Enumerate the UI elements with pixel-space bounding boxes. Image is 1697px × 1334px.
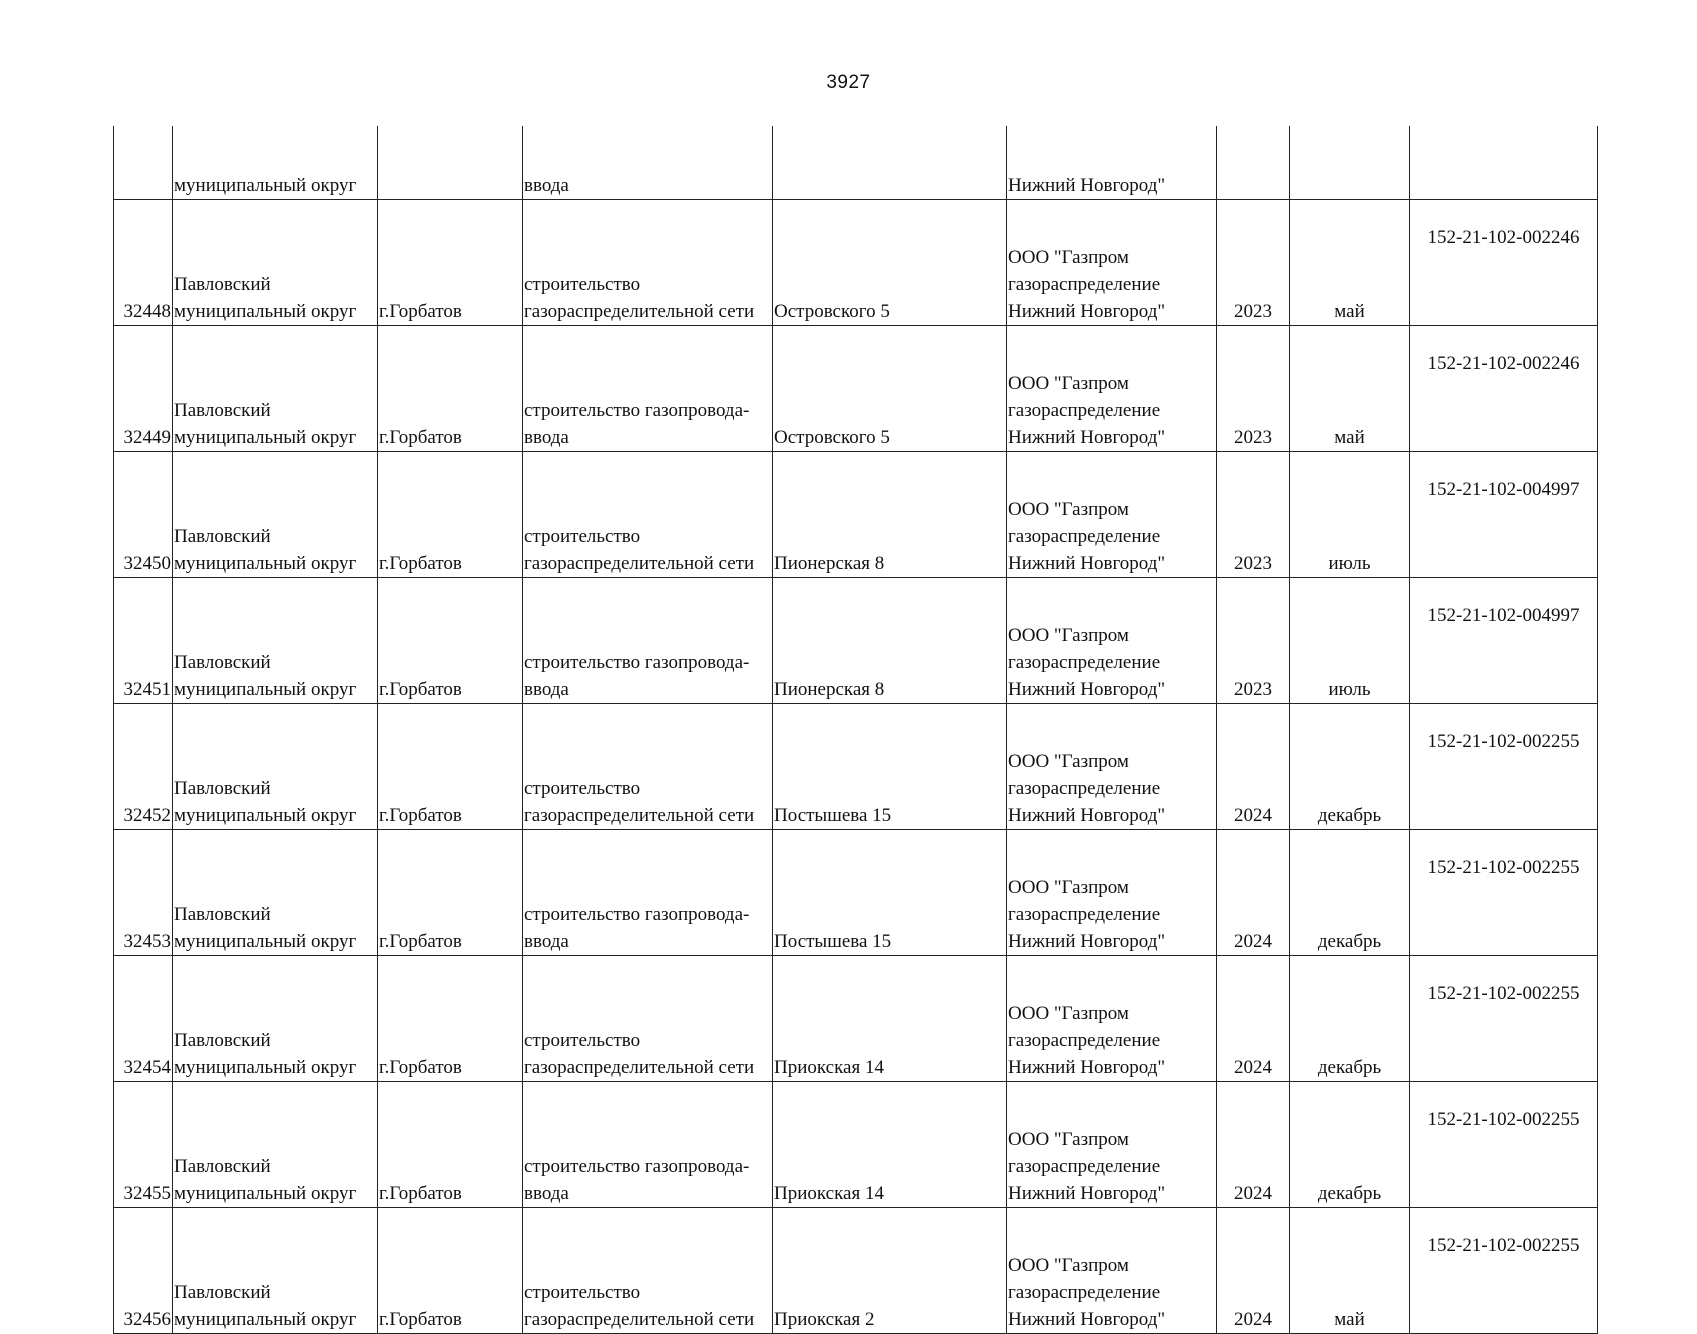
district-cell: [173, 830, 378, 956]
work-type-cell-line: газораспределительной сети: [524, 553, 755, 574]
operator-cell-line: газораспределение: [1008, 778, 1161, 799]
district-cell-line: Павловский: [174, 526, 271, 547]
district-cell-line: муниципальный округ: [174, 1309, 357, 1330]
work-type-cell: [523, 1082, 773, 1208]
address-cell: [773, 578, 1007, 704]
district-cell-line: Павловский: [174, 904, 271, 925]
work-type-cell-line: ввода: [524, 175, 569, 196]
month-cell-text: май: [1334, 427, 1365, 448]
object-code-cell-text: 152-21-102-002255: [1427, 731, 1580, 752]
operator-cell-line: ООО "Газпром: [1008, 877, 1129, 898]
operator-cell-line: Нижний Новгород": [1008, 1183, 1166, 1204]
month-cell: [1290, 126, 1410, 200]
object-code-cell-text: 152-21-102-002255: [1427, 857, 1580, 878]
month-cell: [1290, 830, 1410, 956]
year-cell-text: 2024: [1234, 1057, 1272, 1078]
district-cell-line: муниципальный округ: [174, 805, 357, 826]
operator-cell: [1007, 1082, 1217, 1208]
district-cell: [173, 200, 378, 326]
locality-cell-text: г.Горбатов: [379, 805, 462, 826]
row-number: [114, 200, 173, 326]
address-cell: [773, 1208, 1007, 1334]
address-cell: [773, 956, 1007, 1082]
district-cell-line: муниципальный округ: [174, 427, 357, 448]
operator-cell-line: ООО "Газпром: [1008, 751, 1129, 772]
table-row: [114, 956, 1598, 1082]
row-number: [114, 704, 173, 830]
row-number-text: 32454: [123, 1057, 171, 1078]
object-code-cell: [1410, 956, 1598, 1082]
object-code-cell: [1410, 326, 1598, 452]
operator-cell-line: Нижний Новгород": [1008, 301, 1166, 322]
operator-cell-line: газораспределение: [1008, 526, 1161, 547]
district-cell-line: Павловский: [174, 400, 271, 421]
district-cell-line: муниципальный округ: [174, 553, 357, 574]
year-cell-text: 2024: [1234, 1309, 1272, 1330]
locality-cell: [378, 1082, 523, 1208]
row-number-text: 32449: [123, 427, 171, 448]
row-number-text: 32455: [123, 1183, 171, 1204]
work-type-cell: [523, 704, 773, 830]
object-code-cell-text: 152-21-102-002246: [1427, 227, 1580, 248]
operator-cell-line: газораспределение: [1008, 274, 1161, 295]
gasification-registry-table: [113, 126, 1598, 1334]
work-type-cell-line: строительство: [524, 526, 641, 547]
year-cell-text: 2024: [1234, 805, 1272, 826]
district-cell: [173, 452, 378, 578]
month-cell: [1290, 578, 1410, 704]
address-cell-text: Пионерская 8: [774, 679, 885, 700]
work-type-cell: [523, 452, 773, 578]
operator-cell: [1007, 578, 1217, 704]
operator-cell-line: Нижний Новгород": [1008, 553, 1166, 574]
operator-cell-line: Нижний Новгород": [1008, 175, 1166, 196]
address-cell: [773, 326, 1007, 452]
district-cell: [173, 1208, 378, 1334]
year-cell: [1217, 578, 1290, 704]
work-type-cell-line: строительство: [524, 1282, 641, 1303]
district-cell: [173, 326, 378, 452]
year-cell: [1217, 326, 1290, 452]
year-cell-text: 2023: [1234, 427, 1272, 448]
object-code-cell: [1410, 126, 1598, 200]
object-code-cell: [1410, 200, 1598, 326]
locality-cell: [378, 956, 523, 1082]
locality-cell-text: г.Горбатов: [379, 1057, 462, 1078]
row-number: [114, 126, 173, 200]
month-cell: [1290, 956, 1410, 1082]
work-type-cell-line: строительство газопровода-: [524, 400, 750, 421]
object-code-cell: [1410, 1082, 1598, 1208]
operator-cell-line: газораспределение: [1008, 400, 1161, 421]
district-cell-line: муниципальный округ: [174, 301, 357, 322]
month-cell: [1290, 326, 1410, 452]
locality-cell-text: г.Горбатов: [379, 679, 462, 700]
operator-cell: [1007, 1208, 1217, 1334]
year-cell: [1217, 1208, 1290, 1334]
object-code-cell-text: 152-21-102-002255: [1427, 1109, 1580, 1130]
object-code-cell-text: 152-21-102-002246: [1427, 353, 1580, 374]
month-cell-text: июль: [1328, 679, 1371, 700]
work-type-cell: [523, 200, 773, 326]
address-cell-text: Пионерская 8: [774, 553, 885, 574]
district-cell: [173, 704, 378, 830]
district-cell-line: муниципальный округ: [174, 1183, 357, 1204]
operator-cell-line: Нижний Новгород": [1008, 1309, 1166, 1330]
work-type-cell: [523, 830, 773, 956]
year-cell: [1217, 1082, 1290, 1208]
address-cell: [773, 126, 1007, 200]
object-code-cell: [1410, 704, 1598, 830]
work-type-cell-line: газораспределительной сети: [524, 1057, 755, 1078]
operator-cell-line: ООО "Газпром: [1008, 1255, 1129, 1276]
operator-cell-line: ООО "Газпром: [1008, 625, 1129, 646]
month-cell-text: июль: [1328, 553, 1371, 574]
locality-cell: [378, 326, 523, 452]
row-number-text: 32453: [123, 931, 171, 952]
row-number: [114, 1208, 173, 1334]
table-row: [114, 452, 1598, 578]
operator-cell: [1007, 956, 1217, 1082]
month-cell: [1290, 704, 1410, 830]
work-type-cell-line: ввода: [524, 931, 569, 952]
district-cell-line: муниципальный округ: [174, 1057, 357, 1078]
row-number: [114, 326, 173, 452]
operator-cell-line: газораспределение: [1008, 1030, 1161, 1051]
work-type-cell-line: строительство газопровода-: [524, 904, 750, 925]
month-cell: [1290, 452, 1410, 578]
year-cell: [1217, 956, 1290, 1082]
work-type-cell-line: строительство газопровода-: [524, 1156, 750, 1177]
address-cell-text: Приокская 14: [774, 1057, 884, 1078]
month-cell: [1290, 1082, 1410, 1208]
year-cell-text: 2023: [1234, 679, 1272, 700]
year-cell-text: 2023: [1234, 553, 1272, 574]
table-row-continuation: [114, 126, 1598, 200]
locality-cell-text: г.Горбатов: [379, 301, 462, 322]
page-number: 3927: [826, 72, 871, 93]
operator-cell-line: газораспределение: [1008, 1282, 1161, 1303]
operator-cell-line: Нижний Новгород": [1008, 1057, 1166, 1078]
month-cell-text: декабрь: [1317, 931, 1382, 952]
district-cell-line: муниципальный округ: [174, 175, 357, 196]
work-type-cell: [523, 956, 773, 1082]
work-type-cell-line: газораспределительной сети: [524, 805, 755, 826]
operator-cell-line: ООО "Газпром: [1008, 247, 1129, 268]
address-cell-text: Островского 5: [774, 301, 890, 322]
object-code-cell-text: 152-21-102-004997: [1427, 479, 1580, 500]
work-type-cell: [523, 1208, 773, 1334]
row-number: [114, 830, 173, 956]
operator-cell-line: ООО "Газпром: [1008, 373, 1129, 394]
table-row: [114, 704, 1598, 830]
district-cell: [173, 578, 378, 704]
operator-cell-line: ООО "Газпром: [1008, 1003, 1129, 1024]
row-number: [114, 578, 173, 704]
row-number-text: 32451: [123, 679, 171, 700]
operator-cell: [1007, 126, 1217, 200]
district-cell: [173, 1082, 378, 1208]
object-code-cell-text: 152-21-102-002255: [1427, 1235, 1580, 1256]
locality-cell: [378, 578, 523, 704]
address-cell-text: Приокская 14: [774, 1183, 884, 1204]
work-type-cell: [523, 578, 773, 704]
work-type-cell-line: ввода: [524, 679, 569, 700]
row-number-text: 32448: [123, 301, 171, 322]
row-number: [114, 956, 173, 1082]
table-row: [114, 1082, 1598, 1208]
locality-cell-text: г.Горбатов: [379, 1183, 462, 1204]
operator-cell-line: ООО "Газпром: [1008, 1129, 1129, 1150]
district-cell: [173, 126, 378, 200]
operator-cell: [1007, 704, 1217, 830]
operator-cell: [1007, 326, 1217, 452]
operator-cell-line: газораспределение: [1008, 1156, 1161, 1177]
table-row: [114, 326, 1598, 452]
work-type-cell-line: ввода: [524, 427, 569, 448]
object-code-cell: [1410, 1208, 1598, 1334]
object-code-cell: [1410, 830, 1598, 956]
month-cell: [1290, 1208, 1410, 1334]
locality-cell: [378, 704, 523, 830]
work-type-cell-line: газораспределительной сети: [524, 1309, 755, 1330]
address-cell: [773, 704, 1007, 830]
work-type-cell-line: строительство газопровода-: [524, 652, 750, 673]
locality-cell: [378, 200, 523, 326]
table-body: [114, 126, 1598, 1334]
month-cell-text: май: [1334, 1309, 1365, 1330]
row-number: [114, 452, 173, 578]
year-cell-text: 2024: [1234, 931, 1272, 952]
operator-cell: [1007, 452, 1217, 578]
locality-cell-text: г.Горбатов: [379, 1309, 462, 1330]
row-number-text: 32452: [123, 805, 171, 826]
locality-cell-text: г.Горбатов: [379, 931, 462, 952]
row-number-text: 32450: [123, 553, 171, 574]
object-code-cell-text: 152-21-102-004997: [1427, 605, 1580, 626]
month-cell-text: декабрь: [1317, 1057, 1382, 1078]
operator-cell: [1007, 200, 1217, 326]
work-type-cell-line: строительство: [524, 778, 641, 799]
object-code-cell: [1410, 452, 1598, 578]
district-cell-line: Павловский: [174, 1156, 271, 1177]
district-cell-line: муниципальный округ: [174, 931, 357, 952]
year-cell: [1217, 452, 1290, 578]
work-type-cell-line: строительство: [524, 274, 641, 295]
district-cell-line: Павловский: [174, 778, 271, 799]
operator-cell-line: ООО "Газпром: [1008, 499, 1129, 520]
locality-cell: [378, 452, 523, 578]
district-cell-line: Павловский: [174, 1282, 271, 1303]
year-cell: [1217, 126, 1290, 200]
district-cell-line: Павловский: [174, 1030, 271, 1051]
work-type-cell-line: ввода: [524, 1183, 569, 1204]
work-type-cell-line: строительство: [524, 1030, 641, 1051]
address-cell-text: Постышева 15: [774, 805, 892, 826]
work-type-cell: [523, 326, 773, 452]
month-cell: [1290, 200, 1410, 326]
work-type-cell-line: газораспределительной сети: [524, 301, 755, 322]
operator-cell-line: Нижний Новгород": [1008, 427, 1166, 448]
address-cell: [773, 830, 1007, 956]
object-code-cell-text: 152-21-102-002255: [1427, 983, 1580, 1004]
operator-cell-line: газораспределение: [1008, 904, 1161, 925]
locality-cell: [378, 126, 523, 200]
locality-cell: [378, 830, 523, 956]
table-row: [114, 200, 1598, 326]
operator-cell-line: Нижний Новгород": [1008, 931, 1166, 952]
address-cell-text: Приокская 2: [774, 1309, 875, 1330]
operator-cell-line: газораспределение: [1008, 652, 1161, 673]
year-cell: [1217, 830, 1290, 956]
locality-cell: [378, 1208, 523, 1334]
address-cell: [773, 200, 1007, 326]
district-cell-line: муниципальный округ: [174, 679, 357, 700]
district-cell: [173, 956, 378, 1082]
month-cell-text: май: [1334, 301, 1365, 322]
row-number: [114, 1082, 173, 1208]
operator-cell-line: Нижний Новгород": [1008, 805, 1166, 826]
month-cell-text: декабрь: [1317, 805, 1382, 826]
work-type-cell: [523, 126, 773, 200]
operator-cell: [1007, 830, 1217, 956]
table-row: [114, 1208, 1598, 1334]
district-cell-line: Павловский: [174, 652, 271, 673]
address-cell-text: Постышева 15: [774, 931, 892, 952]
district-cell-line: Павловский: [174, 274, 271, 295]
operator-cell-line: Нижний Новгород": [1008, 679, 1166, 700]
month-cell-text: декабрь: [1317, 1183, 1382, 1204]
locality-cell-text: г.Горбатов: [379, 427, 462, 448]
object-code-cell: [1410, 578, 1598, 704]
year-cell-text: 2023: [1234, 301, 1272, 322]
table-row: [114, 830, 1598, 956]
table-row: [114, 578, 1598, 704]
row-number-text: 32456: [123, 1309, 171, 1330]
locality-cell-text: г.Горбатов: [379, 553, 462, 574]
address-cell: [773, 1082, 1007, 1208]
year-cell: [1217, 200, 1290, 326]
address-cell: [773, 452, 1007, 578]
year-cell-text: 2024: [1234, 1183, 1272, 1204]
year-cell: [1217, 704, 1290, 830]
address-cell-text: Островского 5: [774, 427, 890, 448]
